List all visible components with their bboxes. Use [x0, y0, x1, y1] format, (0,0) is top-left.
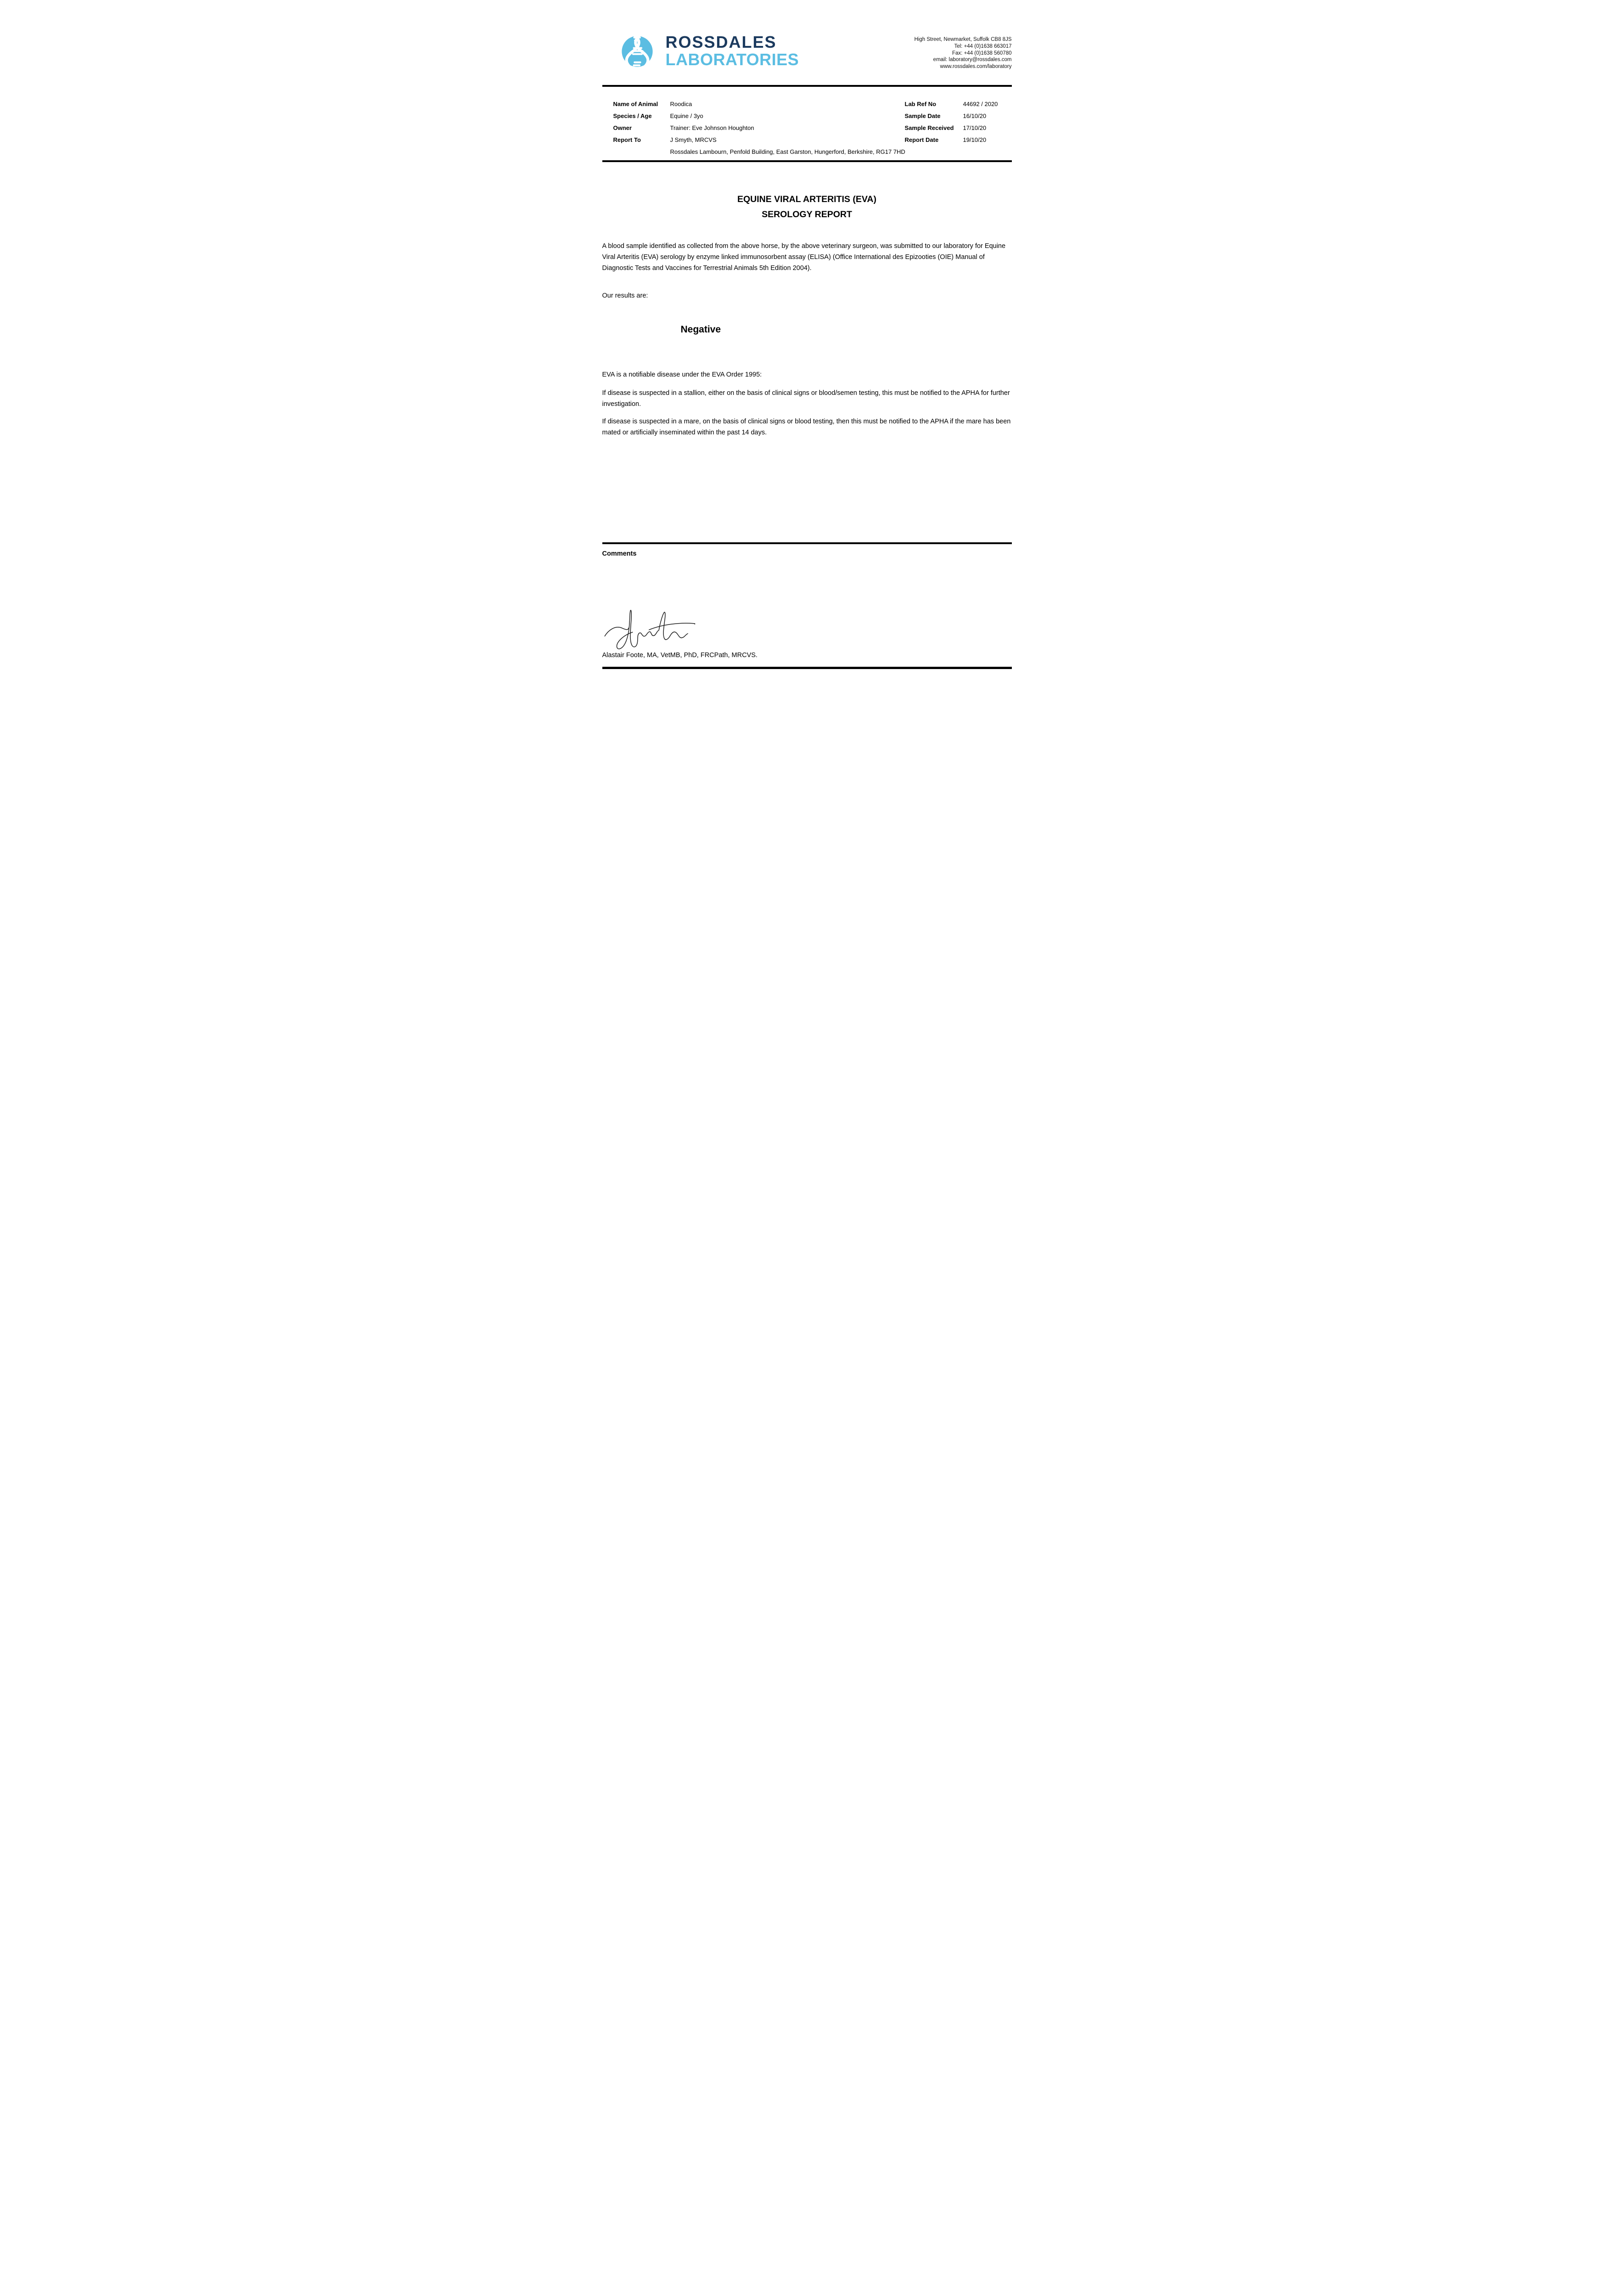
comments-heading: Comments	[602, 550, 637, 557]
detail-label: Name of Animal	[613, 101, 658, 107]
brand-subname: LABORATORIES	[665, 50, 799, 69]
contact-tel: Tel: +44 (0)1638 663017	[954, 43, 1012, 49]
detail-value-owner: Trainer: Eve Johnson Houghton	[670, 124, 754, 131]
stallion-note-paragraph: If disease is suspected in a stallion, either on the basis of clinical signs or blood/semen testing, this must be notified to the APHA for further investigation.	[602, 389, 1010, 408]
mare-note-paragraph: If disease is suspected in a mare, on the basis of clinical signs or blood testing, then this must be notified to the APHA if the mare has been mated or artificially inseminated within the past 14 days.	[602, 418, 1011, 436]
serology-report-page	[568, 0, 1055, 689]
detail-value-report-date: 19/10/20	[963, 136, 987, 143]
detail-value-animal-name: Roodica	[670, 101, 692, 107]
report-title-line2: SEROLOGY REPORT	[762, 209, 852, 219]
header-divider	[602, 85, 1012, 87]
detail-label: Owner	[613, 124, 632, 131]
details-divider	[602, 160, 1012, 162]
contact-address: High Street, Newmarket, Suffolk CB8 8JS	[914, 37, 1012, 42]
contact-website: www.rossdales.com/laboratory	[940, 64, 1012, 70]
detail-label: Species / Age	[613, 113, 652, 119]
comments-divider	[602, 542, 1012, 544]
detail-label: Lab Ref No	[904, 101, 937, 107]
detail-value-report-to: J Smyth, MRCVS	[670, 136, 717, 143]
detail-label: Sample Date	[904, 113, 941, 119]
notifiable-disease-line: EVA is a notifiable disease under the EVA Order 1995:	[602, 371, 762, 378]
report-title	[602, 192, 1012, 222]
results-intro-line: Our results are:	[602, 292, 648, 299]
brand-wordmark	[666, 34, 799, 68]
detail-value-report-to-address: Rossdales Lambourn, Penfold Building, East Garston, Hungerford, Berkshire, RG17 7HD	[670, 148, 905, 155]
brand-name: ROSSDALES	[665, 33, 777, 51]
signatory-name: Alastair Foote, MA, VetMB, PhD, FRCPath, MRCVS.	[602, 652, 758, 659]
signature-icon	[603, 607, 707, 651]
detail-value-sample-date: 16/10/20	[963, 113, 987, 119]
intro-paragraph: A blood sample identified as collected from the above horse, by the above veterinary surgeon, was submitted to our laboratory for Equine Viral Arteritis (EVA) serology by enzyme linked immunosorbent assay (ELISA) (Office International des Epizooties (OIE) Manual of Diagnostic Tests and Vaccines for Terrestrial Animals 5th Edition 2004).	[602, 242, 1006, 272]
footer-bar	[602, 667, 1012, 669]
detail-value-lab-ref: 44692 / 2020	[963, 101, 998, 107]
report-title-line1: EQUINE VIRAL ARTERITIS (EVA)	[737, 194, 876, 204]
detail-label: Sample Received	[904, 124, 954, 131]
rossdales-dna-logo-icon	[618, 32, 656, 71]
detail-value-species-age: Equine / 3yo	[670, 113, 703, 119]
detail-value-sample-received: 17/10/20	[963, 124, 987, 131]
detail-label: Report To	[613, 136, 641, 143]
contact-fax: Fax: +44 (0)1638 560780	[952, 50, 1012, 56]
detail-label: Report Date	[904, 136, 939, 143]
result-value: Negative	[680, 324, 721, 335]
lab-contact-block	[915, 36, 1012, 70]
contact-email: email: laboratory@rossdales.com	[933, 57, 1012, 63]
